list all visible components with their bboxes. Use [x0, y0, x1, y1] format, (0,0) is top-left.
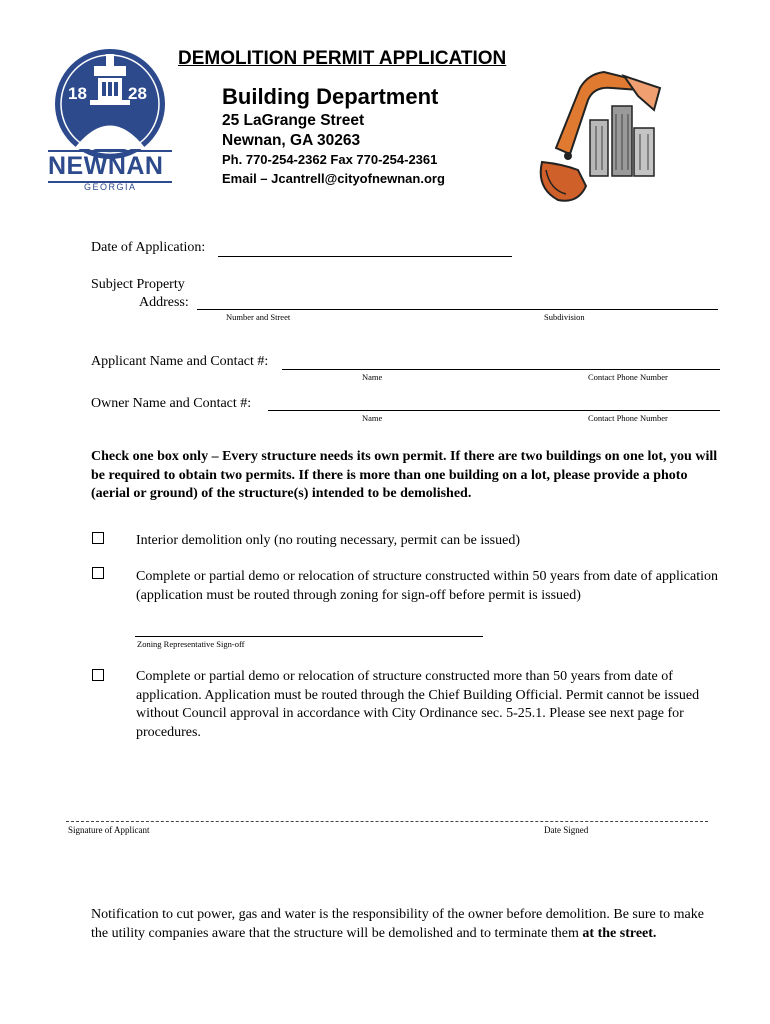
- zoning-signoff-caption: Zoning Representative Sign-off: [137, 639, 245, 649]
- street-address: 25 LaGrange Street: [222, 112, 365, 129]
- logo-name: NEWNAN: [48, 152, 164, 180]
- date-of-application-label: Date of Application:: [91, 240, 206, 255]
- applicant-field[interactable]: [282, 369, 720, 370]
- owner-field[interactable]: [268, 410, 720, 411]
- number-street-caption: Number and Street: [226, 312, 291, 322]
- option-interior-checkbox[interactable]: [92, 532, 104, 544]
- page-title: DEMOLITION PERMIT APPLICATION: [178, 48, 507, 69]
- excavator-illustration: [528, 66, 663, 204]
- utility-notice-bold: at the street.: [582, 925, 657, 941]
- option-over-50-checkbox[interactable]: [92, 669, 104, 681]
- city-address: Newnan, GA 30263: [222, 132, 361, 149]
- department-name: Building Department: [222, 84, 439, 109]
- address-label: Address:: [139, 295, 189, 310]
- instructions-text: Check one box only – Every structure needs its own permit. If there are two buildings on one lot, you will be required to obtain two permits. If there is more than one building on a lot, please provide a photo (aerial or ground) of the structure(s) intended to be demolished.: [91, 449, 718, 501]
- applicant-phone-caption: Contact Phone Number: [588, 372, 668, 382]
- logo-state: GEORGIA: [84, 182, 137, 192]
- signature-field[interactable]: [66, 821, 708, 822]
- logo-year-left: 18: [68, 84, 87, 103]
- option-within-50-text: Complete or partial demo or relocation of structure constructed within 50 years from date of application (application must be routed through zoning for sign-off before permit is issued): [136, 569, 718, 603]
- date-of-application-field[interactable]: [218, 256, 512, 257]
- owner-name-caption: Name: [362, 413, 383, 423]
- owner-phone-caption: Contact Phone Number: [588, 413, 668, 423]
- subject-address-field[interactable]: [197, 309, 718, 310]
- zoning-signoff-field[interactable]: [135, 636, 483, 637]
- signature-caption: Signature of Applicant: [68, 825, 150, 835]
- phone-fax: Ph. 770-254-2362 Fax 770-254-2361: [222, 152, 438, 167]
- option-over-50-text: Complete or partial demo or relocation of structure constructed more than 50 years from date of application. Application must be routed through the Chief Building Official. Permit cannot be issued without Council approval in accordance with City Ordinance sec. 5-25.1. Please see next page for procedures.: [136, 669, 700, 740]
- option-interior-text: Interior demolition only (no routing necessary, permit can be issued): [136, 533, 520, 548]
- logo-year-right: 28: [128, 84, 147, 103]
- option-within-50-checkbox[interactable]: [92, 567, 104, 579]
- subject-property-label: Subject Property: [91, 277, 185, 292]
- utility-notice-text: Notification to cut power, gas and water is the responsibility of the owner before demolition. Be sure to make the utility companies aware that the structure will be demolished and to terminate them: [91, 907, 704, 941]
- subdivision-caption: Subdivision: [544, 312, 585, 322]
- applicant-name-caption: Name: [362, 372, 383, 382]
- owner-label: Owner Name and Contact #:: [91, 396, 252, 411]
- utility-notice: [91, 906, 721, 943]
- date-signed-caption: Date Signed: [544, 825, 589, 835]
- excavator-icon: [528, 66, 663, 204]
- applicant-label: Applicant Name and Contact #:: [91, 354, 269, 369]
- city-logo: [44, 44, 174, 194]
- email: Email – Jcantrell@cityofnewnan.org: [222, 171, 445, 186]
